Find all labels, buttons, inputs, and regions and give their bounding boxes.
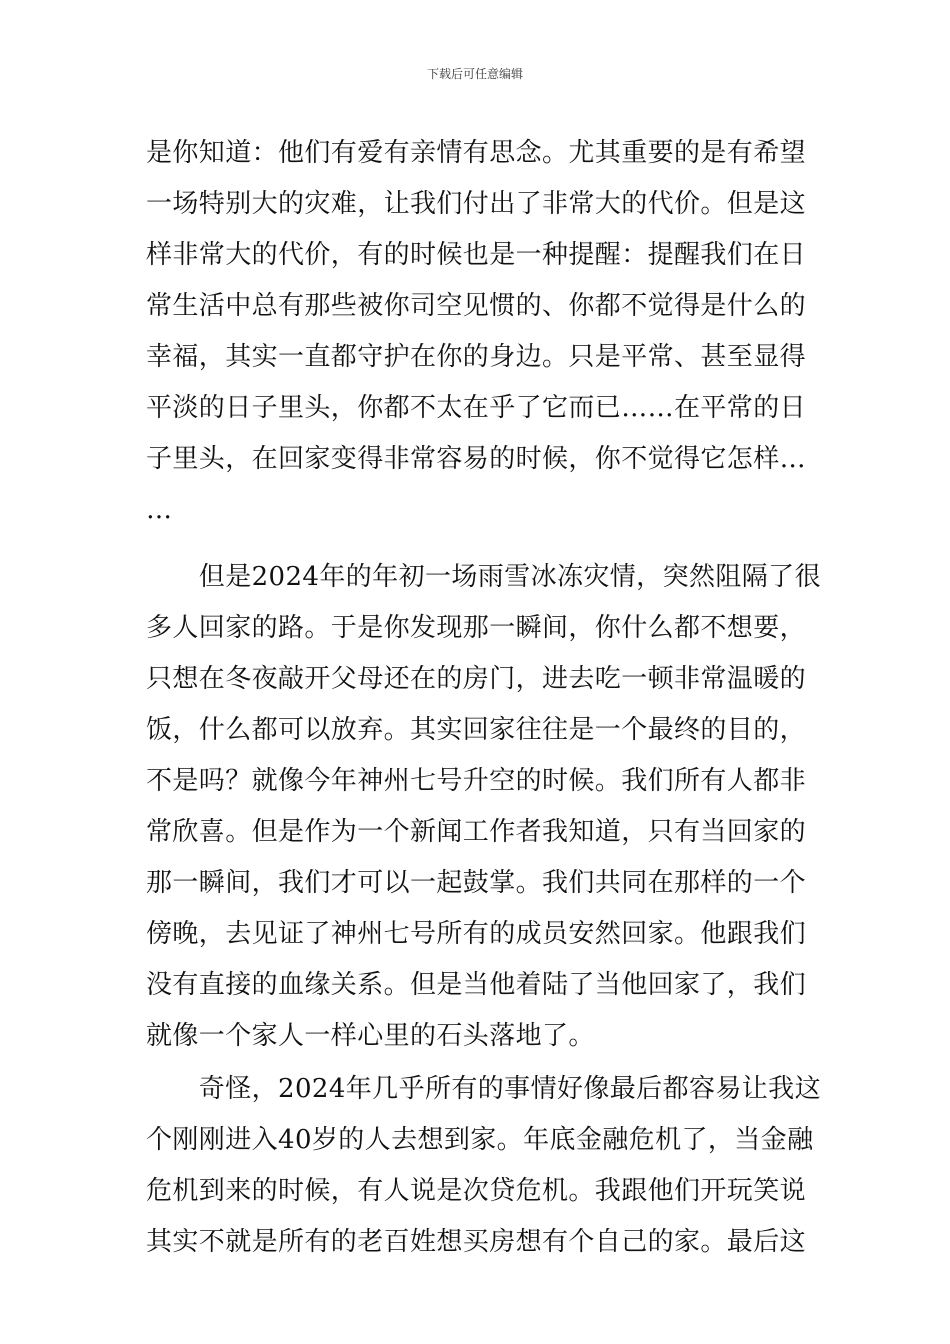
text-line: 个刚刚进入40岁的人去想到家。年底金融危机了，当金融 bbox=[146, 1125, 814, 1155]
text-line: 其实不就是所有的老百姓想买房想有个自己的家。最后这 bbox=[146, 1227, 807, 1257]
text-line: 饭，什么都可以放弃。其实回家往往是一个最终的目的， bbox=[146, 715, 807, 745]
paragraph-spacer bbox=[146, 536, 808, 552]
page-header: 下载后可任意编辑 bbox=[426, 67, 523, 81]
text-line: 不是吗？就像今年神州七号升空的时候。我们所有人都非 bbox=[146, 766, 807, 796]
text-line: 一场特别大的灾难，让我们付出了非常大的代价。但是这 bbox=[146, 189, 807, 219]
text-line: 平淡的日子里头，你都不太在乎了它而已……在平常的日 bbox=[146, 393, 807, 423]
text-line: 子里头，在回家变得非常容易的时候，你不觉得它怎样… bbox=[146, 444, 807, 474]
text-line: 傍晚，去见证了神州七号所有的成员安然回家。他跟我们 bbox=[146, 919, 807, 949]
text-line: 只想在冬夜敲开父母还在的房门，进去吃一顿非常温暖的 bbox=[146, 664, 807, 694]
text-line: 多人回家的路。于是你发现那一瞬间，你什么都不想要， bbox=[146, 613, 807, 643]
text-line: 是你知道：他们有爱有亲情有思念。尤其重要的是有希望 bbox=[146, 138, 807, 168]
text-line: 幸福，其实一直都守护在你的身边。只是平常、甚至显得 bbox=[146, 342, 807, 372]
text-line: 没有直接的血缘关系。但是当他着陆了当他回家了，我们 bbox=[146, 970, 807, 1000]
paragraph bbox=[146, 1064, 821, 1268]
text-line: 常欣喜。但是作为一个新闻工作者我知道，只有当回家的 bbox=[146, 817, 807, 847]
text-line: … bbox=[146, 495, 173, 525]
text-line: 奇怪，2024年几乎所有的事情好像最后都容易让我这 bbox=[146, 1074, 821, 1104]
text-line: 就像一个家人一样心里的石头落地了。 bbox=[146, 1021, 595, 1051]
text-line: 样非常大的代价，有的时候也是一种提醒：提醒我们在日 bbox=[146, 240, 807, 270]
text-line: 那一瞬间，我们才可以一起鼓掌。我们共同在那样的一个 bbox=[146, 868, 807, 898]
paragraph bbox=[146, 128, 808, 536]
document-body bbox=[146, 128, 821, 1268]
paragraph bbox=[146, 552, 821, 1062]
text-line: 但是2024年的年初一场雨雪冰冻灾情，突然阻隔了很 bbox=[146, 562, 821, 592]
text-line: 常生活中总有那些被你司空见惯的、你都不觉得是什么的 bbox=[146, 291, 807, 321]
text-line: 危机到来的时候，有人说是次贷危机。我跟他们开玩笑说 bbox=[146, 1176, 807, 1206]
